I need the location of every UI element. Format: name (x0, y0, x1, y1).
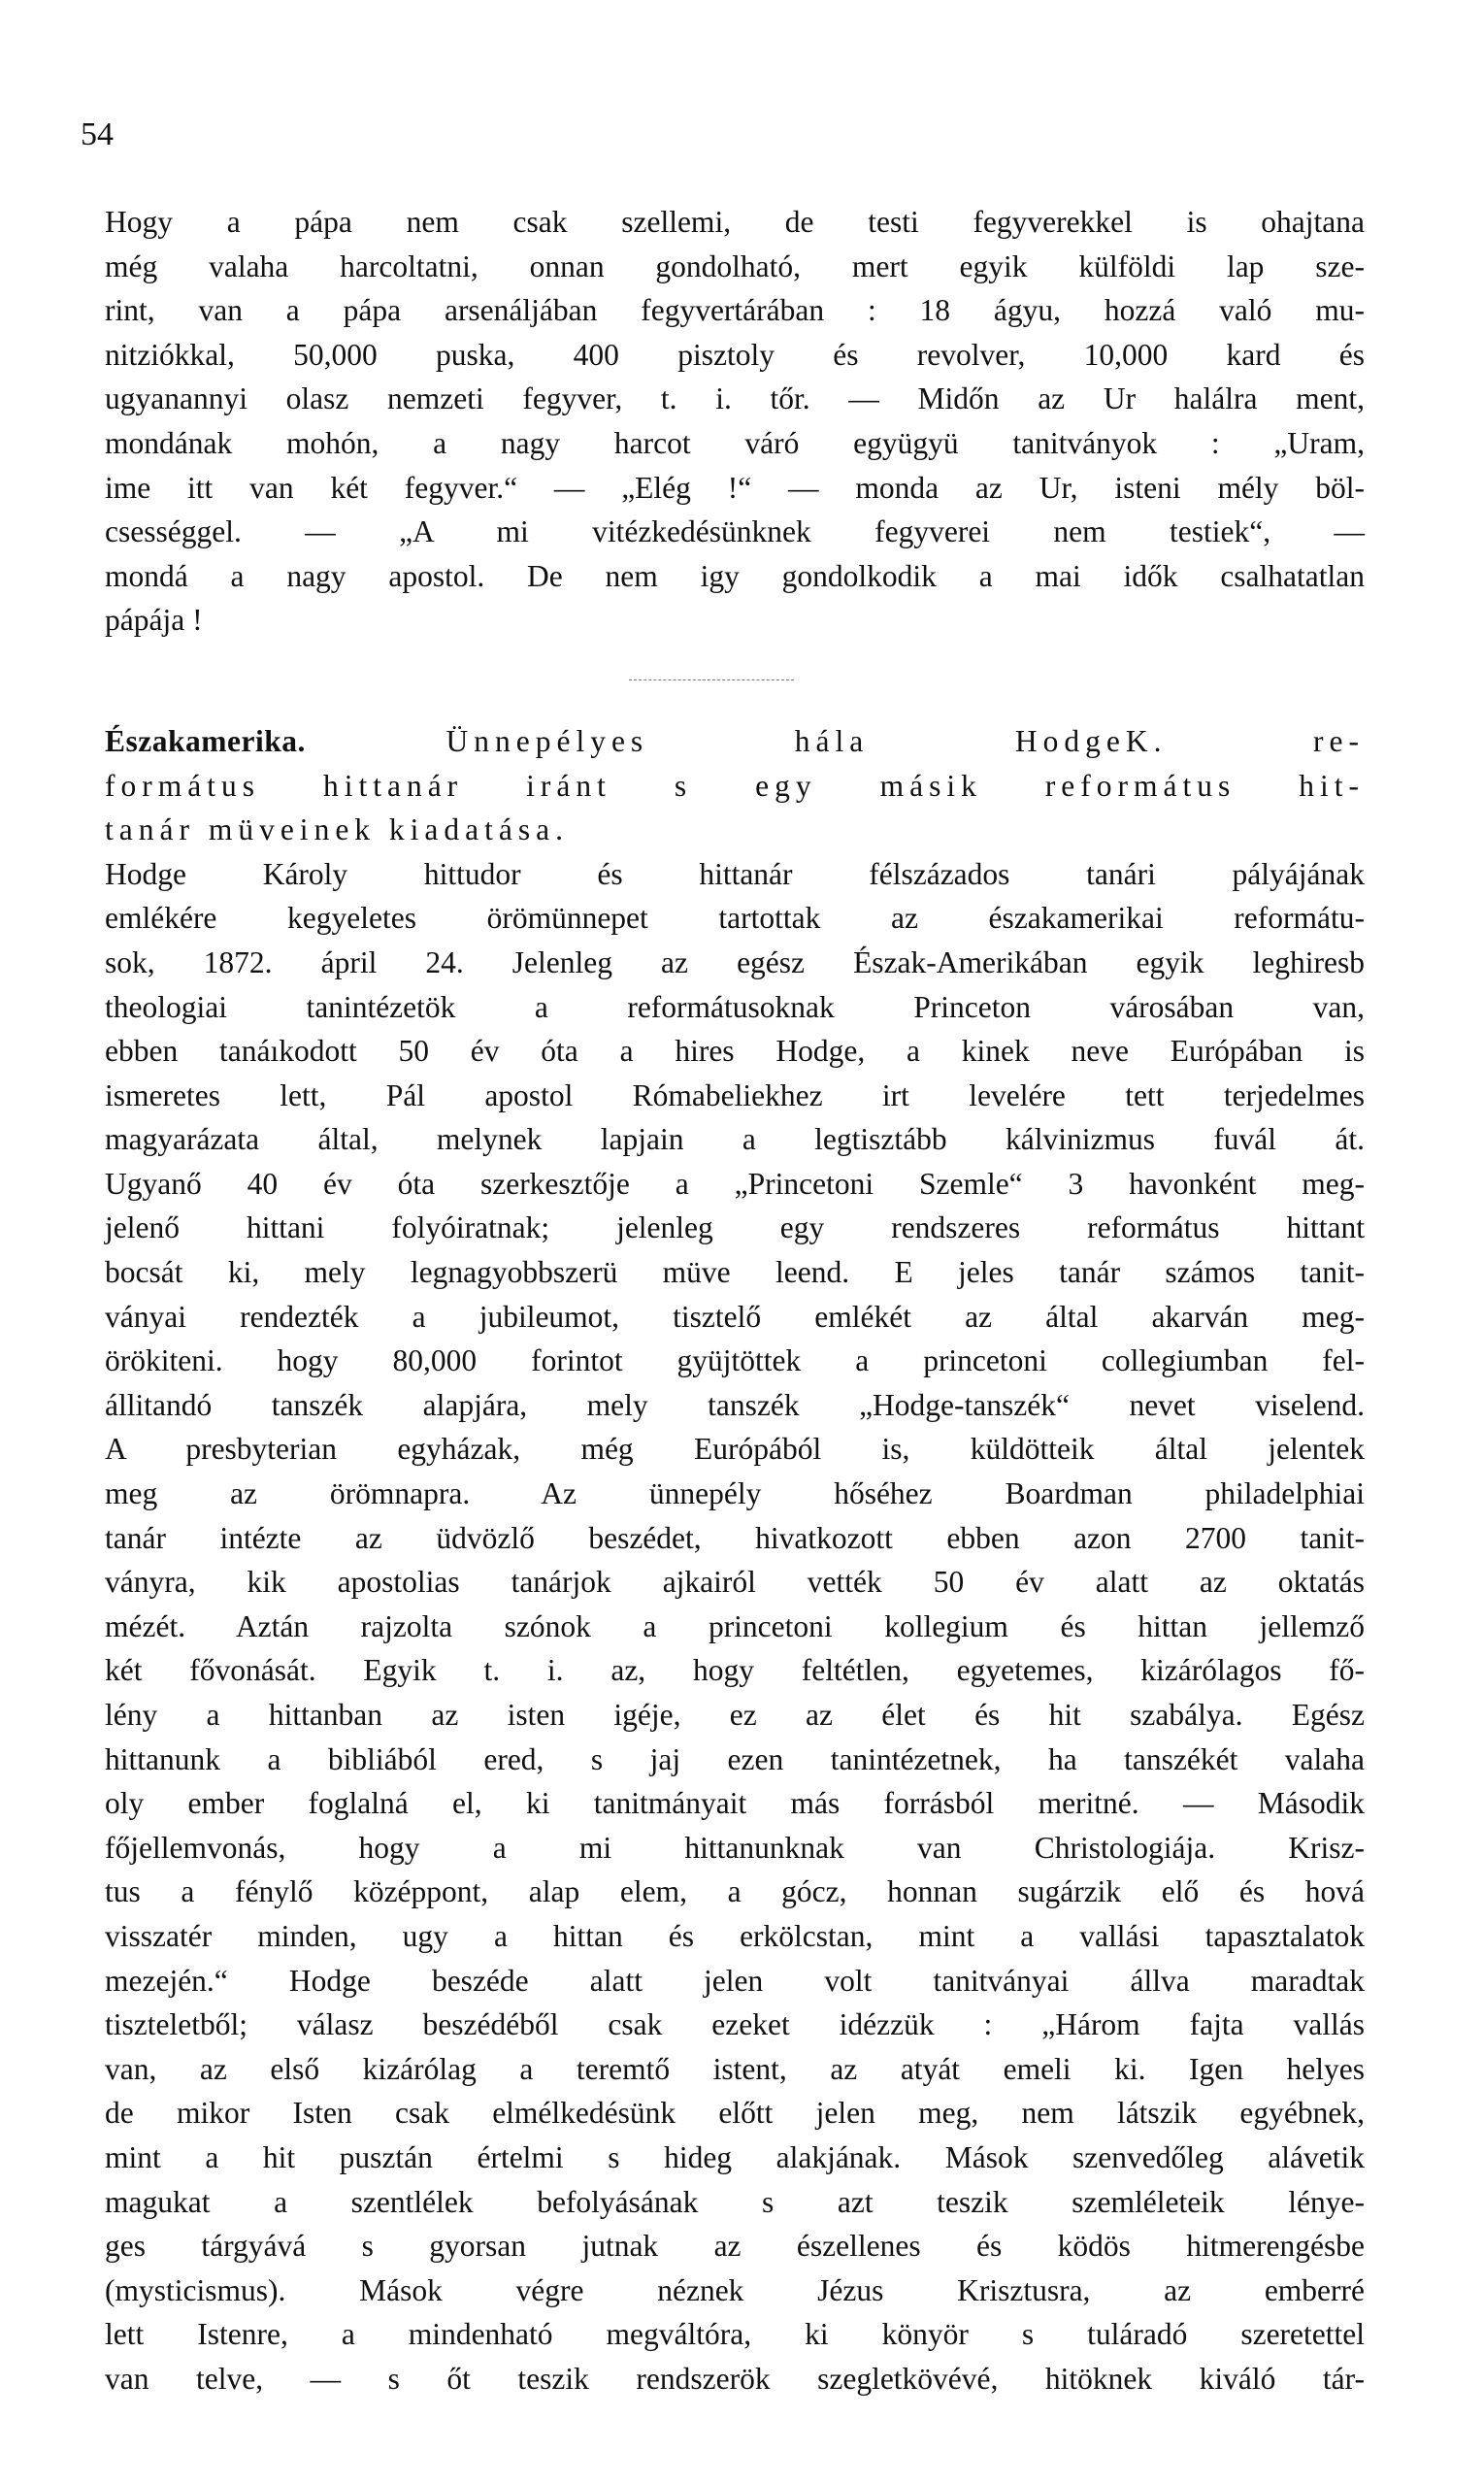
text-line: ime itt van két fegyver.“ — „Elég !“ — monda az Ur, isteni mély böl- (105, 470, 1365, 505)
paragraph-hodge (105, 852, 1365, 2401)
text-line: theologiai tanintézetök a reformátusoknak Princeton városában van, (105, 989, 1365, 1024)
text-line: ugyanannyi olasz nemzeti fegyver, t. i. tőr. — Midőn az Ur halálra ment, (105, 381, 1365, 416)
page-number: 54 (81, 116, 114, 152)
text-line: Ugyanő 40 év óta szerkesztője a „Princetoni Szemle“ 3 havonként meg- (105, 1166, 1365, 1201)
text-line: hittanunk a bibliából ered, s jaj ezen tanintézetnek, ha tanszékét valaha (105, 1741, 1365, 1776)
text-line: pápája ! (105, 603, 203, 638)
text-line: lény a hittanban az isten igéje, ez az élet és hit szabálya. Egész (105, 1698, 1365, 1732)
text-line: mézét. Aztán rajzolta szónok a princetoni kollegium és hittan jellemző (105, 1608, 1365, 1643)
text-line: visszatér minden, ugy a hittan és erkölcstan, mint a vallási tapasztalatok (105, 1918, 1365, 1953)
text-line: örökiteni. hogy 80,000 forintot gyüjtöttek a princetoni collegiumban fel- (105, 1343, 1365, 1378)
text-line: A presbyterian egyházak, még Európából is, küldötteik által jelentek (105, 1432, 1365, 1467)
heading-line: formátus hittanár iránt s egy másik református hit- (105, 768, 1365, 803)
text-line: van, az első kizárólag a teremtő istent, az atyát emeli ki. Igen helyes (105, 2051, 1365, 2086)
text-line: Hogy a pápa nem csak szellemi, de testi fegyverekkel is ohajtana (105, 205, 1365, 239)
text-line: magyarázata által, melynek lapjain a legtisztább kálvinizmus fuvál át. (105, 1122, 1365, 1157)
heading-text: Ünnepélyes hála HodgeK. re- (445, 723, 1366, 758)
text-line: sok, 1872. ápril 24. Jelenleg az egész Észak-Amerikában egyik leghiresb (105, 944, 1365, 979)
text-line: magukat a szentlélek befolyásának s azt teszik szemléleteik lénye- (105, 2184, 1365, 2219)
text-line: tiszteletből; válasz beszédéből csak ezeket idézzük : „Három fajta vallás (105, 2007, 1365, 2042)
text-line: emlékére kegyeletes örömünnepet tartottak az északamerikai reformátu- (105, 901, 1365, 936)
text-line: rint, van a pápa arsenáljában fegyvertárában : 18 ágyu, hozzá való mu- (105, 293, 1365, 328)
section-title: Északamerika. (105, 723, 306, 758)
text-line: van telve, — s őt teszik rendszerök szegletkövévé, hitöknek kiváló tár- (105, 2361, 1365, 2396)
text-line: (mysticismus). Mások végre néznek Jézus Krisztusra, az emberré (105, 2272, 1365, 2307)
section-divider (629, 679, 794, 680)
text-line: két fővonását. Egyik t. i. az, hogy feltétlen, egyetemes, kizárólagos fő- (105, 1653, 1365, 1688)
text-line: de mikor Isten csak elmélkedésünk előtt jelen meg, nem látszik egyébnek, (105, 2096, 1365, 2131)
text-line: állitandó tanszék alapjára, mely tanszék „Hodge-tanszék“ nevet viselend. (105, 1387, 1365, 1422)
text-line: nitziókkal, 50,000 puska, 400 pisztoly és revolver, 10,000 kard és (105, 337, 1365, 372)
text-line: bocsát ki, mely legnagyobbszerü müve leend. E jeles tanár számos tanit- (105, 1255, 1365, 1290)
text-line: ványra, kik apostolias tanárjok ajkairól vették 50 év alatt az oktatás (105, 1565, 1365, 1600)
text-line: mondának mohón, a nagy harcot váró együgyü tanitványok : „Uram, (105, 425, 1365, 460)
text-line: tanár intézte az üdvözlő beszédet, hivatkozott ebben azon 2700 tanit- (105, 1520, 1365, 1555)
heading-line (105, 719, 1365, 764)
section-heading (105, 719, 1365, 852)
text-line: még valaha harcoltatni, onnan gondolható, mert egyik külföldi lap sze- (105, 248, 1365, 283)
text-line: ges tárgyává s gyorsan jutnak az észellenes és ködös hitmerengésbe (105, 2229, 1365, 2264)
text-column (105, 200, 1365, 2401)
text-line: tus a fénylő középpont, alap elem, a gócz, honnan sugárzik elő és hová (105, 1874, 1365, 1909)
text-line: lett Istenre, a mindenható megváltóra, ki könyör s tuláradó szeretettel (105, 2317, 1365, 2352)
text-line: ismeretes lett, Pál apostol Rómabeliekhez irt levelére tett terjedelmes (105, 1077, 1365, 1112)
heading-line: tanár müveinek kiadatása. (105, 812, 569, 847)
text-line: mondá a nagy apostol. De nem igy gondolkodik a mai idők csalhatatlan (105, 558, 1365, 593)
text-line: ebben tanáıkodott 50 év óta a hires Hodge, a kinek neve Európában is (105, 1034, 1365, 1069)
paragraph-pope-weapons (105, 200, 1365, 643)
text-line: jelenő hittani folyóiratnak; jelenleg egy rendszeres református hittant (105, 1210, 1365, 1245)
text-line: mint a hit pusztán értelmi s hideg alakjának. Mások szenvedőleg alávetik (105, 2139, 1365, 2174)
text-line: ványai rendezték a jubileumot, tisztelő emlékét az által akarván meg- (105, 1299, 1365, 1334)
text-line: mezején.“ Hodge beszéde alatt jelen volt tanitványai állva maradtak (105, 1963, 1365, 1998)
text-line: főjellemvonás, hogy a mi hittanunknak van Christologiája. Krisz- (105, 1830, 1365, 1865)
text-line: meg az örömnapra. Az ünnepély hőséhez Boardman philadelphiai (105, 1476, 1365, 1511)
text-line: csességgel. — „A mi vitézkedésünknek fegyverei nem testiek“, — (105, 514, 1365, 549)
text-line: Hodge Károly hittudor és hittanár félszázados tanári pályájának (105, 856, 1365, 891)
text-line: oly ember foglalná el, ki tanitmányait más forrásból meritné. — Második (105, 1786, 1365, 1821)
